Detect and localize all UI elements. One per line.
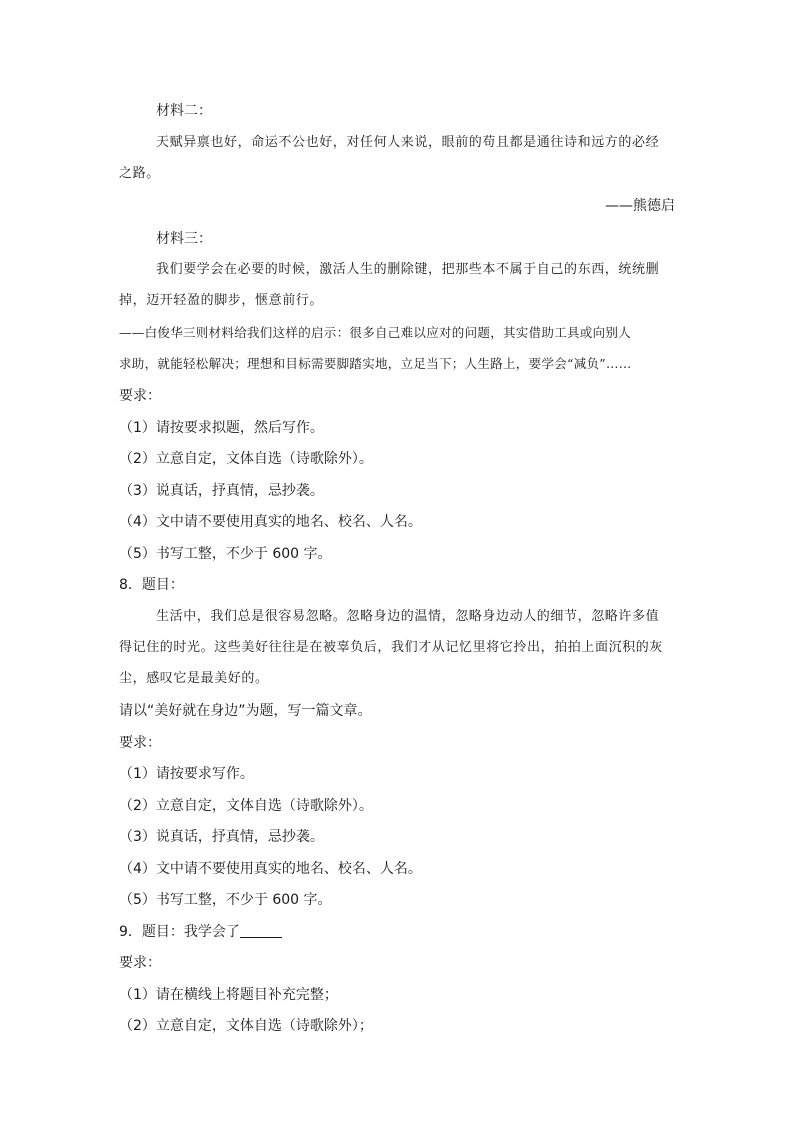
req7-item-2: （2）立意自定，文体自选（诗歌除外）。 bbox=[119, 451, 373, 467]
q8-req-item-3: （3）说真话，抒真情，忌抄袭。 bbox=[119, 829, 324, 845]
q8-paragraph-line2: 得记住的时光。这些美好往往是在被辜负后，我们才从记忆里将它拎出，拍拍上面沉积的灰 bbox=[119, 640, 664, 655]
q8-paragraph-line3: 尘，感叹它是最美好的。 bbox=[119, 671, 269, 686]
material3-line1: 我们要学会在必要的时候，激活人生的删除键，把那些本不属于自己的东西，统统删 bbox=[156, 262, 660, 277]
material3-source-line1: ——白俊华三则材料给我们这样的启示：很多自己难以应对的问题，其实借助工具或向别人 bbox=[119, 325, 632, 340]
material3-source-line2: 求助，就能轻松解决；理想和目标需要脚踏实地，立足当下；人生路上，要学会“减负”…… bbox=[119, 356, 632, 371]
req7-item-5: （5）书写工整，不少于 600 字。 bbox=[119, 546, 332, 562]
q8-req-label: 要求： bbox=[119, 735, 161, 751]
req7-item-3: （3）说真话，抒真情，忌抄袭。 bbox=[119, 483, 324, 499]
req7-label: 要求： bbox=[119, 388, 161, 404]
q8-req-item-4: （4）文中请不要使用真实的地名、校名、人名。 bbox=[119, 861, 422, 877]
req7-item-1: （1）请按要求拟题，然后写作。 bbox=[119, 420, 324, 436]
q8-title: 8．题目： bbox=[119, 577, 184, 593]
q9-req-item-1: （1）请在横线上将题目补充完整； bbox=[119, 987, 338, 1003]
req7-item-4: （4）文中请不要使用真实的地名、校名、人名。 bbox=[119, 514, 422, 530]
material2-heading: 材料二： bbox=[156, 103, 212, 119]
q9-req-label: 要求： bbox=[119, 955, 161, 971]
material3-heading: 材料三： bbox=[156, 231, 212, 247]
q8-req-item-2: （2）立意自定，文体自选（诗歌除外）。 bbox=[119, 798, 373, 814]
material2-line2: 之路。 bbox=[119, 166, 160, 181]
q9-blank-line bbox=[240, 923, 282, 938]
q8-prompt: 请以“美好就在身边”为题，写一篇文章。 bbox=[119, 703, 372, 719]
q9-title-line bbox=[119, 922, 675, 942]
material2-line1: 天赋异禀也好，命运不公也好，对任何人来说，眼前的苟且都是通往诗和远方的必经 bbox=[156, 135, 660, 150]
q8-paragraph-line1: 生活中，我们总是很容易忽略。忽略身边的温情，忽略身边动人的细节，忽略许多值 bbox=[156, 609, 660, 624]
q9-req-item-2: （2）立意自定，文体自选（诗歌除外）； bbox=[119, 1018, 373, 1034]
material3-line2: 掉，迈开轻盈的脚步，惬意前行。 bbox=[119, 293, 324, 308]
material2-author: ——熊德启 bbox=[605, 198, 675, 214]
q9-title: 9．题目：我学会了 bbox=[119, 924, 240, 940]
q8-req-item-1: （1）请按要求写作。 bbox=[119, 766, 254, 782]
q8-req-item-5: （5）书写工整，不少于 600 字。 bbox=[119, 892, 332, 908]
